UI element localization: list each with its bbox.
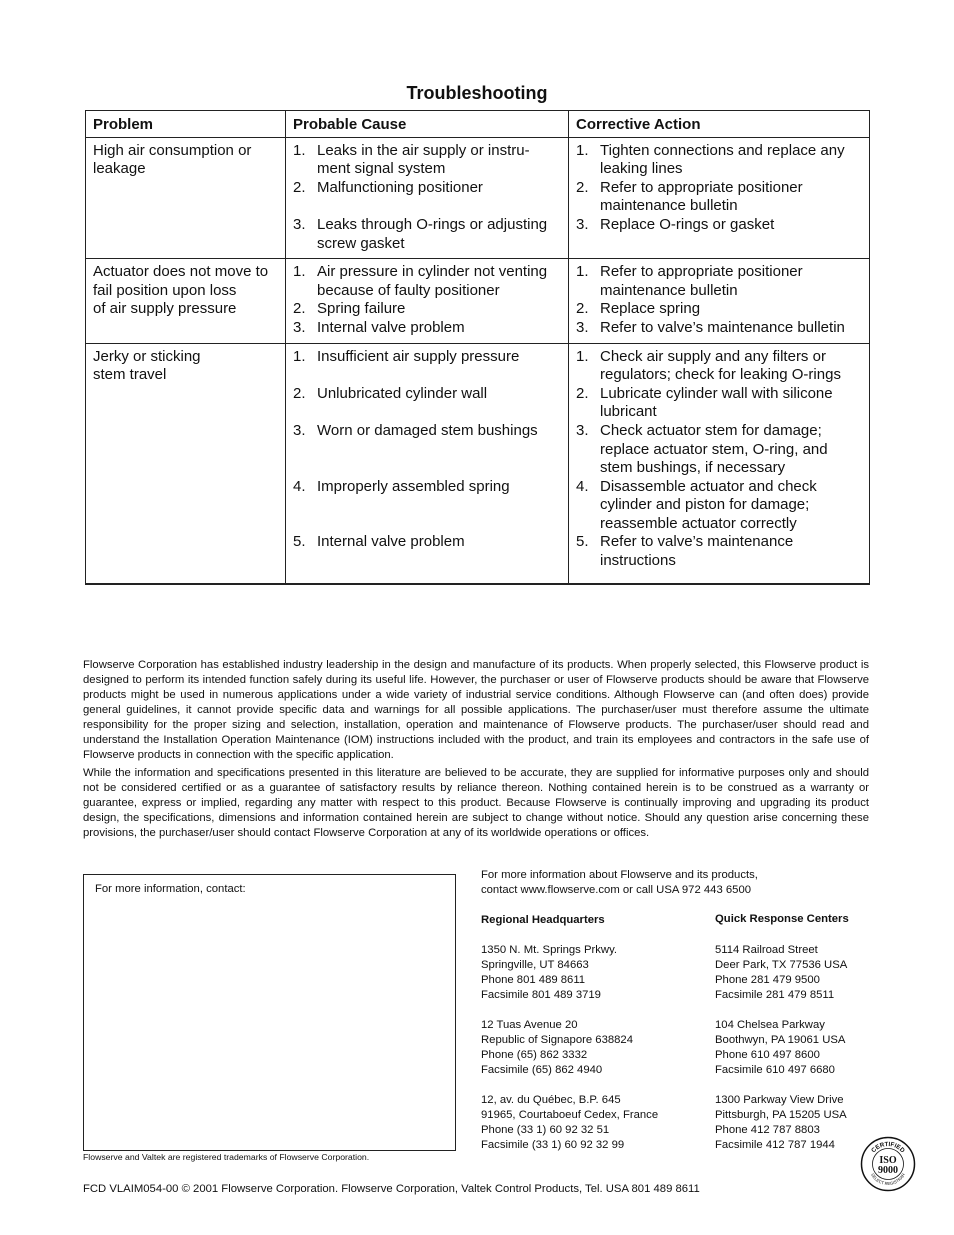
regional-address: 12, av. du Québec, B.P. 645 91965, Courtaboeuf Cedex, France Phone (33 1) 60 92 32 51 Facsimile (33 1) 60 92 32 99: [481, 1094, 659, 1151]
item-text: Lubricate cylinder wall with silicone lubricant: [600, 384, 833, 421]
quick-response-address: 5114 Railroad Street Deer Park, TX 77536 USA Phone 281 479 9500 Facsimile 281 479 8511: [715, 944, 848, 1001]
list-item: [576, 478, 862, 534]
disclaimer-paragraph: While the information and specifications presented in this literature are believed to be accurate, they are supplied for informative purposes only and should not be considered certified or as a guarantee of satisfactory results by reliance thereon. Nothing contained herein is to be construed as a warranty or guarantee, express or implied, regarding any matter with respect to this product. Because Flowserve is continually improving and upgrading its product design, the specifications, dimensions and information contained herein are subject to change without notice. Should any question arise concerning these provisions, the purchaser/user should contact Flowserve Corporation at any of its worldwide operations or offices.: [83, 767, 869, 839]
item-text: Check air supply and any filters or regulators; check for leaking O-rings: [600, 347, 841, 384]
header-problem: Problem: [86, 111, 286, 138]
regional-hq-heading: Regional Headquarters: [481, 914, 605, 926]
item-number: 1.: [293, 347, 306, 365]
item-number: 2.: [293, 178, 306, 196]
iso-badge-top-text: CERTIFIED: [870, 1140, 906, 1155]
cause-cell: [286, 259, 569, 343]
item-text: Malfunctioning positioner: [317, 178, 483, 196]
list-item: [576, 533, 862, 570]
item-text: Improperly assembled spring: [317, 477, 510, 495]
action-cell: [569, 137, 870, 259]
item-number: 2.: [576, 178, 589, 196]
item-number: 4.: [576, 477, 589, 495]
item-number: 5.: [576, 533, 589, 551]
header-corrective-action: Corrective Action: [569, 111, 870, 138]
item-text: Disassemble actuator and check cylinder and piston for damage; reassemble actuator correctly: [600, 477, 817, 532]
list-item: [576, 348, 862, 385]
table-row: [86, 343, 870, 584]
regional-address: 12 Tuas Avenue 20 Republic of Signapore 638824 Phone (65) 862 3332 Facsimile (65) 862 4940: [481, 1019, 633, 1076]
item-text: Check actuator stem for damage; replace actuator stem, O-ring, and stem bushings, if necessary: [600, 421, 828, 477]
list-item: [576, 263, 862, 300]
item-number: 5.: [293, 533, 306, 551]
item-text: Leaks through O-rings or adjusting screw gasket: [317, 215, 548, 252]
header-probable-cause: Probable Cause: [286, 111, 569, 138]
list-item: [576, 300, 862, 319]
trademark-notice: Flowserve and Valtek are registered trademarks of Flowserve Corporation.: [83, 1152, 370, 1162]
item-text: Refer to appropriate positioner maintenance bulletin: [600, 263, 803, 299]
quick-response-address: 104 Chelsea Parkway Boothwyn, PA 19061 USA Phone 610 497 8600 Facsimile 610 497 6680: [715, 1019, 846, 1076]
item-number: 1.: [293, 263, 306, 281]
quick-response-heading: Quick Response Centers: [715, 913, 849, 925]
table-row: [86, 137, 870, 259]
item-number: 1.: [576, 263, 589, 281]
item-text: Refer to appropriate positioner maintenance bulletin: [600, 178, 803, 215]
item-text: Refer to valve’s maintenance instructions: [600, 533, 794, 570]
iso-badge-label: ISO: [879, 1155, 897, 1166]
list-item: [293, 348, 561, 367]
problem-cell: Actuator does not move to fail position upon loss of air supply pressure: [86, 259, 286, 343]
action-cell: [569, 259, 870, 343]
item-number: 2.: [576, 384, 589, 402]
list-item: [576, 179, 862, 216]
item-text: Replace O-rings or gasket: [600, 215, 775, 233]
iso-9000-badge-icon: [860, 1136, 916, 1192]
item-text: Tighten connections and replace any leaking lines: [600, 141, 845, 178]
list-item: [576, 319, 862, 338]
item-text: Spring failure: [317, 300, 406, 318]
item-text: Worn or damaged stem bushings: [317, 421, 538, 439]
list-item: [293, 216, 561, 253]
regional-address: 1350 N. Mt. Springs Prkwy. Springville, UT 84663 Phone 801 489 8611 Facsimile 801 489 3719: [481, 944, 618, 1001]
list-item: [293, 422, 561, 441]
item-number: 2.: [293, 384, 306, 402]
disclaimer: [83, 658, 869, 844]
iso-badge-number: 9000: [878, 1165, 898, 1176]
item-text: Air pressure in cylinder not venting because of faulty positioner: [317, 263, 548, 299]
list-item: [293, 533, 561, 552]
contact-box-label: For more information, contact:: [95, 883, 246, 895]
cause-cell: [286, 343, 569, 584]
item-number: 1.: [576, 141, 589, 159]
item-number: 2.: [576, 300, 589, 318]
list-item: [293, 179, 561, 198]
footer-text: FCD VLAIM054-00 © 2001 Flowserve Corporation. Flowserve Corporation, Valtek Control Products, Tel. USA 801 489 8611: [83, 1183, 700, 1195]
item-number: 3.: [293, 318, 306, 336]
item-number: 2.: [293, 300, 306, 318]
list-item: [293, 385, 561, 404]
problem-cell: High air consumption or leakage: [86, 137, 286, 259]
troubleshooting-table: [85, 110, 870, 585]
table-row: [86, 259, 870, 343]
item-number: 3.: [576, 421, 589, 439]
list-item: [293, 142, 561, 179]
iso-badge-bottom-text: SELECT REGISTRAR: [870, 1172, 906, 1187]
table-header-row: [86, 111, 870, 138]
item-number: 1.: [576, 347, 589, 365]
item-text: Leaks in the air supply or instru- ment signal system: [317, 141, 530, 178]
list-item: [293, 319, 561, 338]
list-item: [293, 300, 561, 319]
list-item: [576, 216, 862, 235]
item-text: Replace spring: [600, 300, 701, 318]
item-text: Internal valve problem: [317, 318, 465, 336]
item-text: Refer to valve’s maintenance bulletin: [600, 318, 845, 336]
page-title: Troubleshooting: [406, 83, 548, 103]
item-number: 3.: [293, 215, 306, 233]
problem-cell: Jerky or sticking stem travel: [86, 343, 286, 584]
more-info-text: For more information about Flowserve and its products, contact www.flowserve.com or call USA 972 443 6500: [481, 869, 758, 896]
item-number: 4.: [293, 477, 306, 495]
quick-response-address: 1300 Parkway View Drive Pittsburgh, PA 15205 USA Phone 412 787 8803 Facsimile 412 787 1944: [715, 1094, 847, 1151]
list-item: [576, 422, 862, 478]
contact-box: [83, 874, 456, 1151]
item-text: Insufficient air supply pressure: [317, 347, 520, 365]
item-number: 3.: [576, 215, 589, 233]
item-text: Unlubricated cylinder wall: [317, 384, 488, 402]
list-item: [576, 385, 862, 422]
cause-cell: [286, 137, 569, 259]
item-number: 1.: [293, 141, 306, 159]
list-item: [293, 263, 561, 300]
disclaimer-paragraph: Flowserve Corporation has established industry leadership in the design and manufacture of its products. When properly selected, this Flowserve product is designed to perform its intended function safely during its useful life. However, the purchaser or user of Flowserve products should be aware that Flowserve products might be used in numerous applications under a wide variety of industrial service conditions. Although Flowserve can (and often does) provide general guidelines, it cannot provide specific data and warnings for all possible applications. The purchaser/user must therefore assume the ultimate responsibility for the proper sizing and selection, installation, operation and maintenance of Flowserve products. The purchaser/user should read and understand the Installation Operation Maintenance (IOM) instructions included with the product, and train its employees and contractors in the safe use of Flowserve products in connection with the specific application.: [83, 659, 869, 761]
action-cell: [569, 343, 870, 584]
list-item: [576, 142, 862, 179]
list-item: [293, 478, 561, 497]
item-number: 3.: [293, 421, 306, 439]
item-text: Internal valve problem: [317, 533, 465, 551]
item-number: 3.: [576, 318, 589, 336]
